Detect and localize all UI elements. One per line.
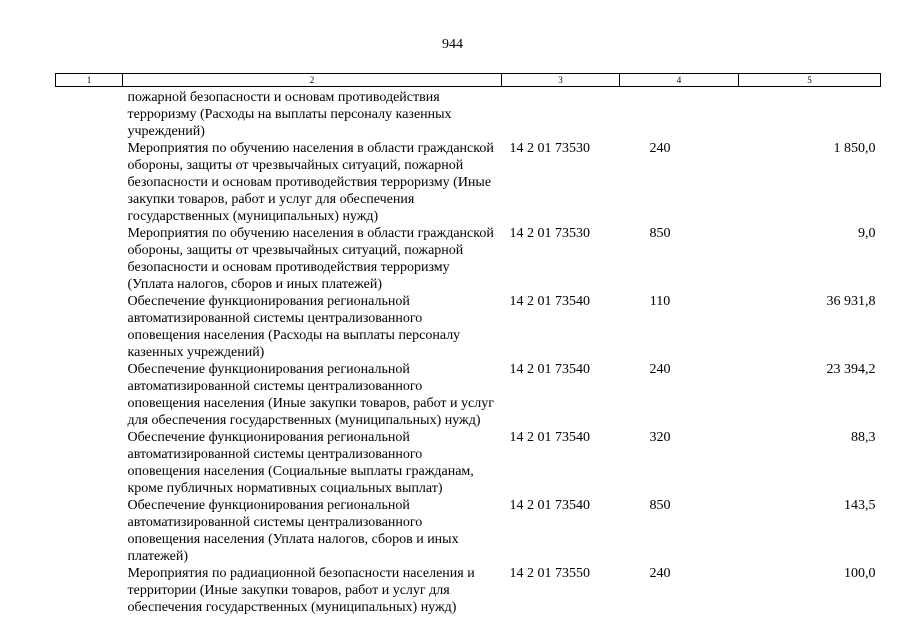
row-name: Обеспечение функционирования региональной автоматизированной системы централизованного оповещения населения (Социальные выплаты гражданам, кроме публичных нормативных социальных выплат) xyxy=(127,430,474,496)
table-row xyxy=(56,565,881,616)
row-expense-type: 850 xyxy=(649,498,671,513)
row-name: пожарной безопасности и основам противодействия терроризму (Расходы на выплаты персоналу казенных учреждений) xyxy=(127,90,452,139)
column-header-2: 2 xyxy=(123,74,502,87)
blank-cell xyxy=(56,140,123,225)
blank-cell xyxy=(56,87,123,141)
row-name: Обеспечение функционирования региональной автоматизированной системы централизованного оповещения населения (Расходы на выплаты персоналу казенных учреждений) xyxy=(127,294,461,360)
row-amount: 88,3 xyxy=(851,430,876,445)
table-row xyxy=(56,429,881,497)
column-header-4: 4 xyxy=(620,74,739,87)
row-name: Обеспечение функционирования региональной автоматизированной системы централизованного оповещения населения (Уплата налогов, сборов и иных платежей) xyxy=(127,498,459,564)
row-expense-type: 320 xyxy=(649,430,671,445)
row-expense-type xyxy=(620,87,739,141)
row-amount: 100,0 xyxy=(844,566,876,581)
row-code: 14 2 01 73530 xyxy=(509,141,590,156)
table-row xyxy=(56,361,881,429)
row-name: Мероприятия по радиационной безопасности населения и территории (Иные закупки товаров, работ и услуг для обеспечения государственных (муниципальных) нужд) xyxy=(127,566,475,615)
row-amount: 23 394,2 xyxy=(826,362,876,377)
row-expense-type: 110 xyxy=(649,294,671,309)
blank-cell xyxy=(56,565,123,616)
row-expense-type: 240 xyxy=(649,362,671,377)
row-amount: 36 931,8 xyxy=(826,294,876,309)
row-code: 14 2 01 73530 xyxy=(509,226,590,241)
row-code: 14 2 01 73540 xyxy=(509,294,590,309)
row-amount: 9,0 xyxy=(858,226,876,241)
column-header-3: 3 xyxy=(502,74,620,87)
blank-cell xyxy=(56,497,123,565)
blank-cell xyxy=(56,429,123,497)
page-number: 944 xyxy=(442,37,463,52)
row-expense-type: 850 xyxy=(649,226,671,241)
row-amount xyxy=(739,87,881,141)
table-row xyxy=(56,497,881,565)
row-amount: 1 850,0 xyxy=(833,141,876,156)
table-row xyxy=(56,293,881,361)
row-name: Мероприятия по обучению населения в области гражданской обороны, защиты от чрезвычайных ситуаций, пожарной безопасности и основам противодействия терроризму (Уплата налогов, сборов и иных платежей) xyxy=(127,226,494,292)
row-code xyxy=(502,87,620,141)
column-header-1: 1 xyxy=(56,74,123,87)
table-row xyxy=(56,140,881,225)
row-code: 14 2 01 73540 xyxy=(509,498,590,513)
row-code: 14 2 01 73540 xyxy=(509,430,590,445)
row-name: Обеспечение функционирования региональной автоматизированной системы централизованного оповещения населения (Иные закупки товаров, работ и услуг для обеспечения государственных (муниципальных) нужд) xyxy=(127,362,494,428)
row-code: 14 2 01 73550 xyxy=(509,566,590,581)
table-row xyxy=(56,87,881,141)
row-expense-type: 240 xyxy=(649,566,671,581)
budget-table xyxy=(55,73,881,616)
table-row xyxy=(56,225,881,293)
column-header-5: 5 xyxy=(739,74,881,87)
blank-cell xyxy=(56,293,123,361)
row-name: Мероприятия по обучению населения в области гражданской обороны, защиты от чрезвычайных ситуаций, пожарной безопасности и основам противодействия терроризму (Иные закупки товаров, работ и услуг для обеспечения государственных (муниципальных) нужд) xyxy=(127,141,494,224)
blank-cell xyxy=(56,225,123,293)
blank-cell xyxy=(56,361,123,429)
table-header-row xyxy=(56,74,881,87)
row-expense-type: 240 xyxy=(649,141,671,156)
row-amount: 143,5 xyxy=(844,498,876,513)
row-code: 14 2 01 73540 xyxy=(509,362,590,377)
